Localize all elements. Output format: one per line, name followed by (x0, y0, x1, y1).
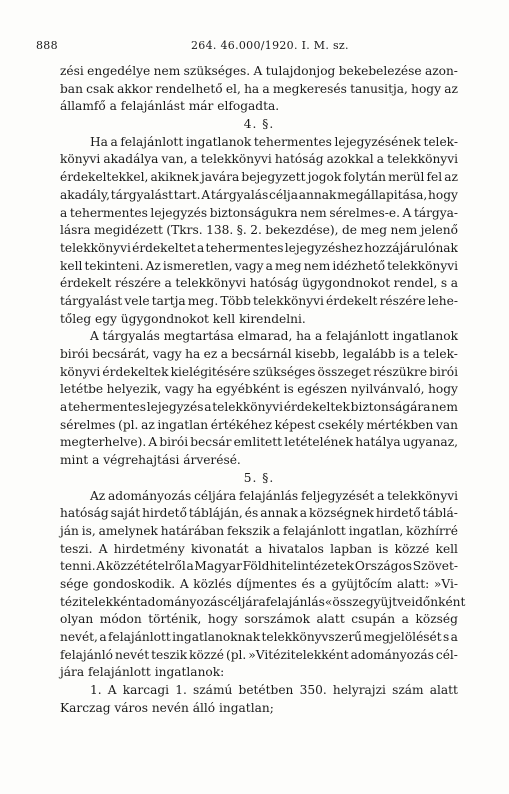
text-line: érdekeltekkel, akiknek javára bejegyzett jogok folytán merül fel az (60, 170, 458, 185)
text-line: sége gondoskodik. A közlés díjmentes és a gyüjtőcím alatt: »Vi- (60, 576, 458, 591)
text-line: lásra megidézett (Tkrs. 138. §. 2. bekezdése), de meg nem jelenő (60, 223, 458, 238)
text-line: felajánló nevét teszik közzé (pl. »Vitézitelekként adományozás cél- (60, 647, 458, 662)
paragraph (60, 328, 458, 470)
text-line: tenni. A közzétételről a Magyar Földhitelintézetek Országos Szövet- (60, 559, 458, 574)
text-line: érdekelt részére a telekkönyvi hatóság ügygondnokot rendel, s a (60, 276, 458, 291)
page-number: 888 (36, 39, 58, 52)
text-line: A tárgyalás megtartása elmarad, ha a felajánlott ingatlanok (90, 329, 458, 344)
text-line: jára felajánlott ingatlanok: (60, 665, 225, 680)
text-line: teszi. A hirdetmény kivonatát a hivatalos lapban is közzé kell (60, 541, 458, 556)
text-line: akadály, tárgyalást tart. A tárgyalás célja annak megállapitása, hogy (60, 187, 458, 202)
text-line: Az adományozás céljára felajánlás feljegyzését a telekkönyvi (90, 488, 458, 503)
text-line: Karczag város nevén álló ingatlan; (60, 700, 274, 715)
text-line: a tehermentes lejegyzés a telekkönyvi érdekeltek biztonságára nem (60, 400, 458, 415)
text-line: tézitelekként adományozás céljára felajánlás« összegyüjtve időnként (60, 594, 466, 609)
text-line: olyan módon történik, hogy sorszámok alatt csupán a község (60, 612, 458, 627)
text-line: nevét, a felajánlott ingatlanoknak telekkönyvszerű megjelölését s a (60, 630, 458, 644)
document-reference: 264. 46.000/1920. I. M. sz. (191, 39, 349, 52)
text-line: mint a végrehajtási árverésé. (60, 453, 241, 468)
text-line: ban csak akkor rendelhető el, ha a megkeresés tanusitja, hogy az (60, 81, 458, 96)
paragraph (60, 488, 466, 683)
text-line: birói becsárát, vagy ha ez a becsárnál kisebb, legalább is a telek- (60, 347, 458, 361)
text-line: államfő a felajánlást már elfogadta. (60, 99, 280, 114)
text-line: letétbe helyezik, vagy ha egyébként is egészen nyilvánvaló, hogy (60, 382, 458, 397)
text-line: könyvi akadálya van, a telekkönyvi hatóság azokkal a telekkönyvi (60, 152, 458, 167)
text-line: tőleg egy ügygondnokot kell kirendelni. (60, 311, 306, 326)
page-header (36, 39, 466, 53)
text-line: a tehermentes lejegyzés biztonságukra nem sérelmes-e. A tárgya- (60, 205, 458, 220)
text-line: könyvi érdekeltek kielégitésére szükséges összeget részükre birói (60, 364, 458, 379)
text-line: telekkönyvi érdekeltet a tehermentes lejegyzéshez hozzájárulónak (60, 240, 458, 255)
paragraph (60, 63, 458, 116)
section-heading (60, 116, 458, 134)
section-heading-text: 4. §. (243, 117, 275, 132)
section-heading (60, 470, 458, 488)
paragraph (60, 682, 458, 717)
text-line: Ha a felajánlott ingatlanok tehermentes lejegyzésének telek- (90, 134, 458, 149)
text-line: kell tekinteni. Az ismeretlen, vagy a meg nem idézhető telekkönyvi (60, 258, 458, 273)
text-line: sérelmes (pl. az ingatlan értékéhez képest csekély mértékben van (60, 417, 458, 432)
body-text (60, 63, 466, 717)
text-line: megterhelve). A birói becsár emlitett letételének hatálya ugyanaz, (60, 435, 458, 450)
text-line: 1. A karcagi 1. számú betétben 350. helyrajzi szám alatt (90, 683, 458, 698)
text-line: zési engedélye nem szükséges. A tulajdonjog bekebelezése azon- (60, 64, 458, 78)
paragraph (60, 134, 458, 329)
text-line: tárgyalást vele tartja meg. Több telekkönyvi érdekelt részére lehe- (60, 293, 458, 308)
text-line: hatóság saját hirdető tábláján, és annak a községnek hirdető táblá- (60, 506, 458, 521)
text-line: ján is, amelynek határában fekszik a felajánlott ingatlan, közhírré (60, 523, 458, 538)
section-heading-text: 5. §. (243, 470, 275, 485)
